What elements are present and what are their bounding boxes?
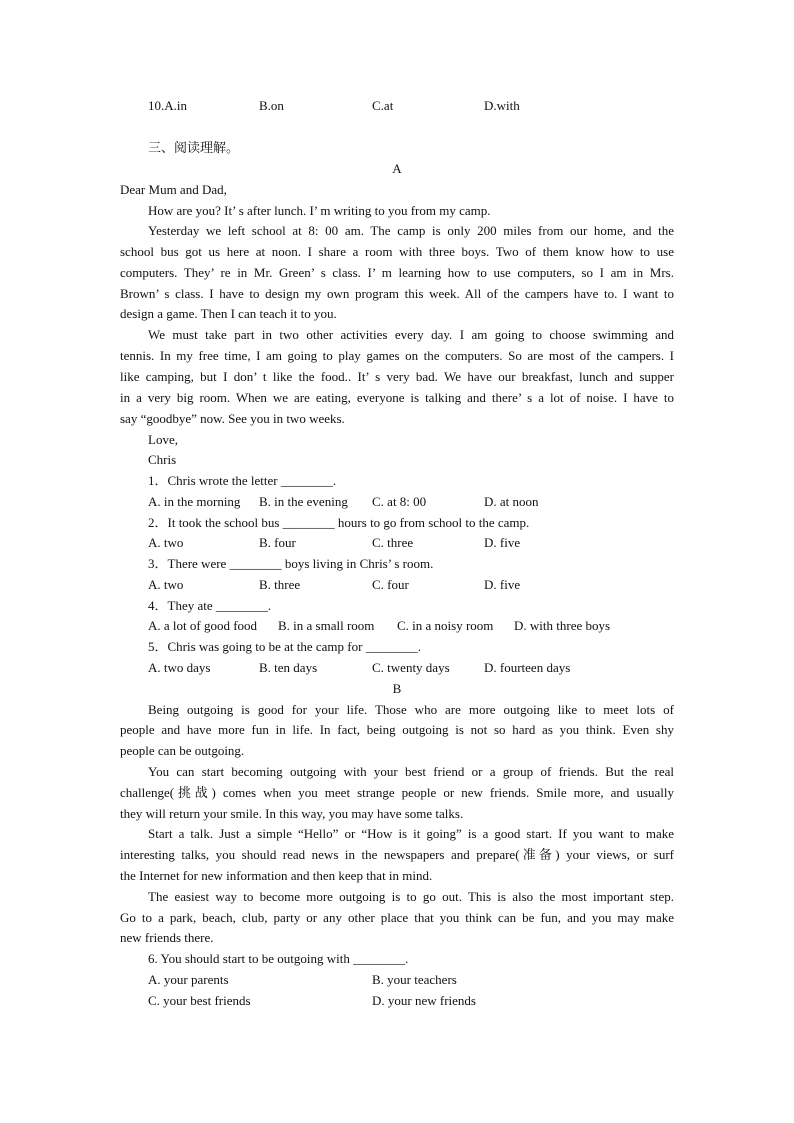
passage-b-line: The easiest way to become more outgoing is to go out. This is also the most important step. [148, 889, 674, 904]
option-a: A. in the morning [148, 494, 241, 509]
option-c: C. three [372, 535, 414, 550]
passage-a-label: A [392, 161, 402, 176]
q10-option-d: D.with [484, 98, 520, 113]
letter-signature: Chris [148, 452, 177, 467]
letter-greeting: Dear Mum and Dad, [120, 182, 227, 197]
passage-b-line: they will return your smile. In this way, you may have some talks. [120, 806, 464, 821]
question-stem: 4．They ate ________. [148, 598, 272, 613]
passage-a-line: tennis. In my free time, I am going to play games on the computers. So are most of the campers. I [120, 348, 674, 363]
passage-b-line: people and have more fun in life. In fact, being outgoing is not so hard as you think. Even shy [120, 722, 674, 737]
passage-a-line: design a game. Then I can teach it to you. [120, 306, 337, 321]
passage-b-label: B [392, 681, 402, 696]
option-b: B. in a small room [278, 618, 375, 633]
passage-a-line: Brown’ s class. I have to design my own program this week. All of the campers have to. I want to [120, 286, 674, 301]
option-b: B. three [259, 577, 301, 592]
passage-b-line: challenge(挑战) comes when you meet strange people or new friends. Smile more, and usually [120, 785, 674, 800]
passage-b-line: the Internet for new information and then keep that in mind. [120, 868, 433, 883]
option-a: A. two days [148, 660, 211, 675]
passage-a-line: say “goodbye” now. See you in two weeks. [120, 411, 345, 426]
letter-closing: Love, [148, 432, 178, 447]
option-d: D. with three boys [514, 618, 611, 633]
option-d: D. at noon [484, 494, 539, 509]
passage-a-line: in a very big room. When we are eating, everyone is talking and there’ s a lot of noise. I have to [120, 390, 674, 405]
passage-b-line: interesting talks, you should read news in the newspapers and prepare(准备) your views, or surf [120, 847, 674, 862]
option-a: A. two [148, 577, 184, 592]
option-b: B. four [259, 535, 296, 550]
question-stem: 5．Chris was going to be at the camp for ________. [148, 639, 421, 654]
passage-a-line: school bus got us here at noon. I share a room with three boys. Two of them know how to use [120, 244, 674, 259]
question-stem: 1．Chris wrote the letter ________. [148, 473, 337, 488]
option-b: B. ten days [259, 660, 318, 675]
option-d: D. fourteen days [484, 660, 571, 675]
passage-a-line: How are you? It’ s after lunch. I’ m writing to you from my camp. [148, 203, 491, 218]
passage-b-line: Being outgoing is good for your life. Those who are more outgoing like to meet lots of [148, 702, 674, 717]
option-a: A. your parents [148, 972, 229, 987]
passage-a-line: like camping, but I don’ t like the food.. It’ s very bad. We have our breakfast, lunch and supper [120, 369, 674, 384]
option-c: C. in a noisy room [397, 618, 494, 633]
option-c: C. your best friends [148, 993, 251, 1008]
option-a: A. a lot of good food [148, 618, 258, 633]
passage-a-line: Yesterday we left school at 8: 00 am. The camp is only 200 miles from our home, and the [148, 223, 674, 238]
option-c: C. four [372, 577, 409, 592]
passage-a-line: We must take part in two other activities every day. I am going to choose swimming and [148, 327, 674, 342]
option-d: D. your new friends [372, 993, 476, 1008]
q10-option-c: C.at [372, 98, 394, 113]
option-d: D. five [484, 577, 521, 592]
passage-b-line: new friends there. [120, 930, 214, 945]
option-a: A. two [148, 535, 184, 550]
option-b: B. your teachers [372, 972, 457, 987]
section-title: 三、阅读理解。 [148, 141, 240, 156]
option-c: C. at 8: 00 [372, 494, 427, 509]
question-stem: 6. You should start to be outgoing with ________. [148, 951, 409, 966]
question-stem: 3．There were ________ boys living in Chris’ s room. [148, 556, 434, 571]
option-b: B. in the evening [259, 494, 348, 509]
q10-option-b: B.on [259, 98, 284, 113]
option-c: C. twenty days [372, 660, 450, 675]
passage-b-line: people can be outgoing. [120, 743, 245, 758]
option-d: D. five [484, 535, 521, 550]
passage-b-line: Go to a park, beach, club, party or any other place that you think can be fun, and you may make [120, 910, 674, 925]
passage-b-line: Start a talk. Just a simple “Hello” or “How is it going” is a good start. If you want to make [148, 826, 674, 841]
question-stem: 2．It took the school bus ________ hours to go from school to the camp. [148, 515, 530, 530]
q10-number-option-a: 10.A.in [148, 98, 187, 113]
passage-b-line: You can start becoming outgoing with your best friend or a group of friends. But the real [148, 764, 674, 779]
passage-a-line: computers. They’ re in Mr. Green’ s class. I’ m learning how to use computers, so I am in Mrs. [120, 265, 674, 280]
